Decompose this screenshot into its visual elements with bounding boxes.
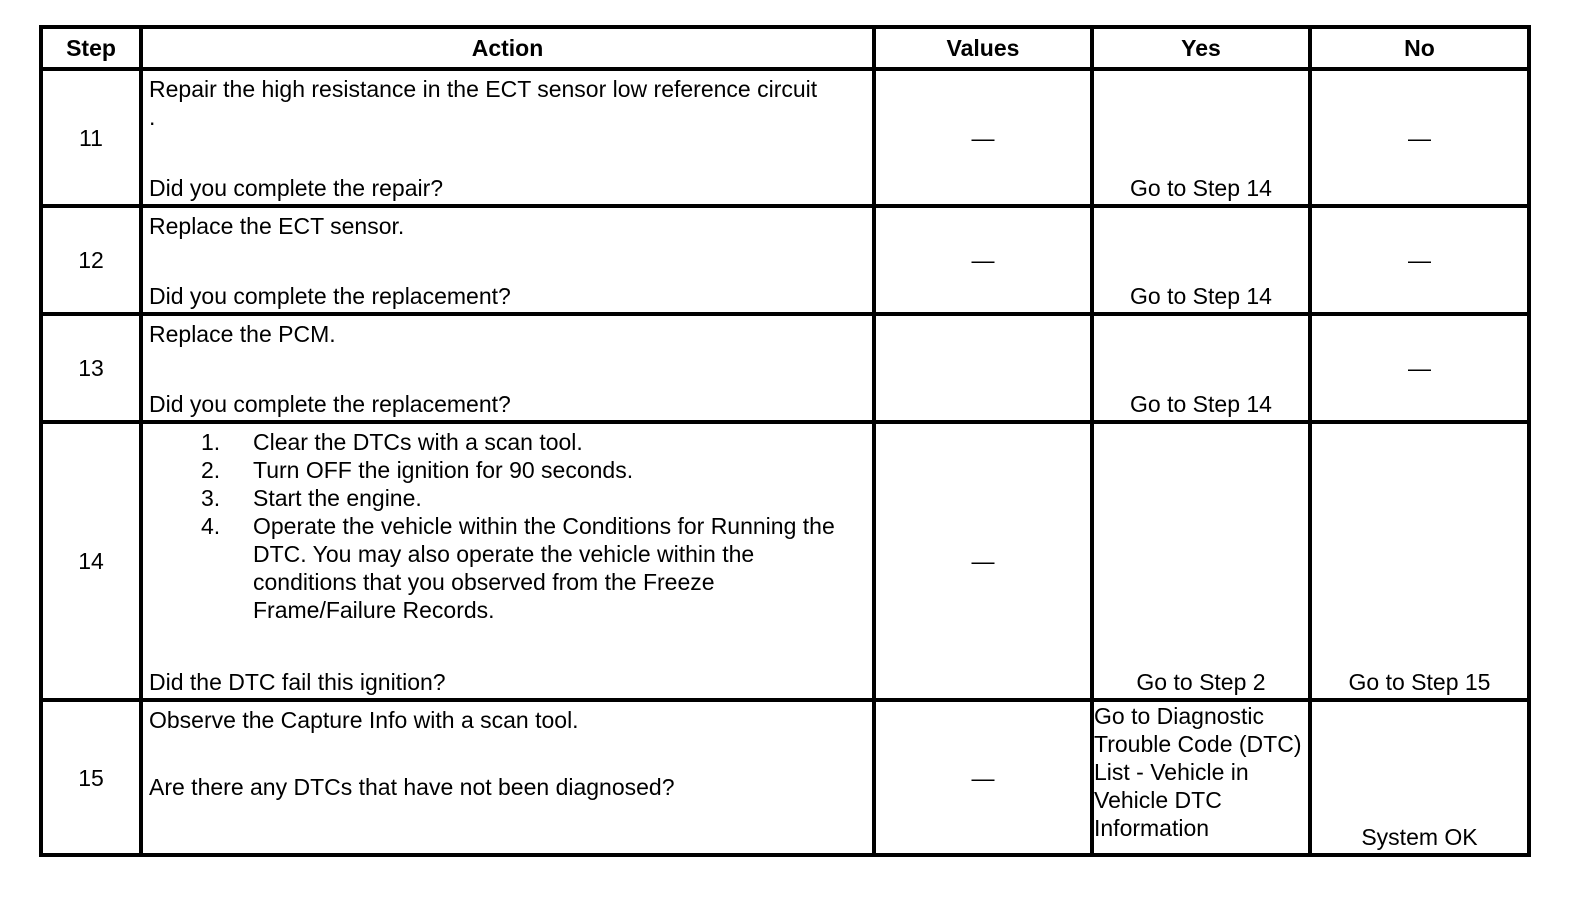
step-number: 15: [41, 700, 141, 855]
header-values: Values: [874, 27, 1092, 69]
action-cell: [141, 422, 874, 700]
action-cell: [141, 700, 874, 855]
question-text: Did you complete the replacement?: [149, 391, 511, 417]
action-text: Replace the PCM.: [149, 321, 336, 347]
no-cell: —: [1310, 206, 1529, 314]
values-cell: —: [874, 69, 1092, 206]
question-text: Are there any DTCs that have not been diagnosed?: [149, 774, 675, 800]
action-text: Replace the ECT sensor.: [149, 213, 405, 239]
action-cell: [141, 69, 874, 206]
header-action: Action: [141, 27, 874, 69]
list-item: 1. Clear the DTCs with a scan tool.: [201, 429, 583, 455]
header-yes: Yes: [1092, 27, 1310, 69]
list-item: 3. Start the engine.: [201, 485, 422, 511]
values-cell: —: [874, 206, 1092, 314]
table-row: [41, 206, 1529, 314]
yes-text: Go to Step 14: [1130, 175, 1272, 201]
no-cell: —: [1310, 69, 1529, 206]
action-cell: [141, 314, 874, 422]
diagnostic-table: [39, 25, 1531, 857]
yes-cell: [1092, 206, 1310, 314]
values-cell: —: [874, 422, 1092, 700]
no-cell: [1310, 422, 1529, 700]
yes-text: Go to Step 2: [1136, 669, 1266, 695]
action-text: Repair the high resistance in the ECT sensor low reference circuit: [149, 76, 818, 102]
list-item: 2. Turn OFF the ignition for 90 seconds.: [201, 457, 634, 483]
question-text: Did you complete the replacement?: [149, 283, 511, 309]
action-text: .: [149, 104, 156, 130]
yes-text: Go to Step 14: [1130, 283, 1272, 309]
header-step: Step: [41, 27, 141, 69]
table-row: [41, 69, 1529, 206]
step-number: 14: [41, 422, 141, 700]
yes-cell: [1092, 422, 1310, 700]
question-text: Did the DTC fail this ignition?: [149, 669, 446, 695]
yes-cell: [1092, 69, 1310, 206]
yes-cell: [1092, 314, 1310, 422]
no-text: Go to Step 15: [1348, 669, 1491, 695]
action-cell: [141, 206, 874, 314]
table-row: [41, 700, 1529, 855]
procedure-list: [149, 428, 866, 624]
header-no: No: [1310, 27, 1529, 69]
step-number: 11: [41, 69, 141, 206]
values-cell: —: [874, 700, 1092, 855]
no-cell: —: [1310, 314, 1529, 422]
action-text: Observe the Capture Info with a scan tool.: [149, 707, 579, 733]
table-row: [41, 314, 1529, 422]
question-text: Did you complete the repair?: [149, 175, 444, 201]
header-row: [41, 27, 1529, 69]
no-cell: [1310, 700, 1529, 855]
list-item: 4. Operate the vehicle within the Conditions for Running the DTC. You may also operate the vehicle within the conditions that you observed from the Freeze Frame/Failure Records.: [201, 513, 835, 623]
yes-text: Go to Step 14: [1130, 391, 1272, 417]
values-cell: [874, 314, 1092, 422]
step-number: 13: [41, 314, 141, 422]
step-number: 12: [41, 206, 141, 314]
table-row: [41, 422, 1529, 700]
yes-link[interactable]: Go to Diagnostic Trouble Code (DTC) List - Vehicle in Vehicle DTC Information: [1092, 700, 1310, 855]
no-text: System OK: [1361, 824, 1478, 850]
